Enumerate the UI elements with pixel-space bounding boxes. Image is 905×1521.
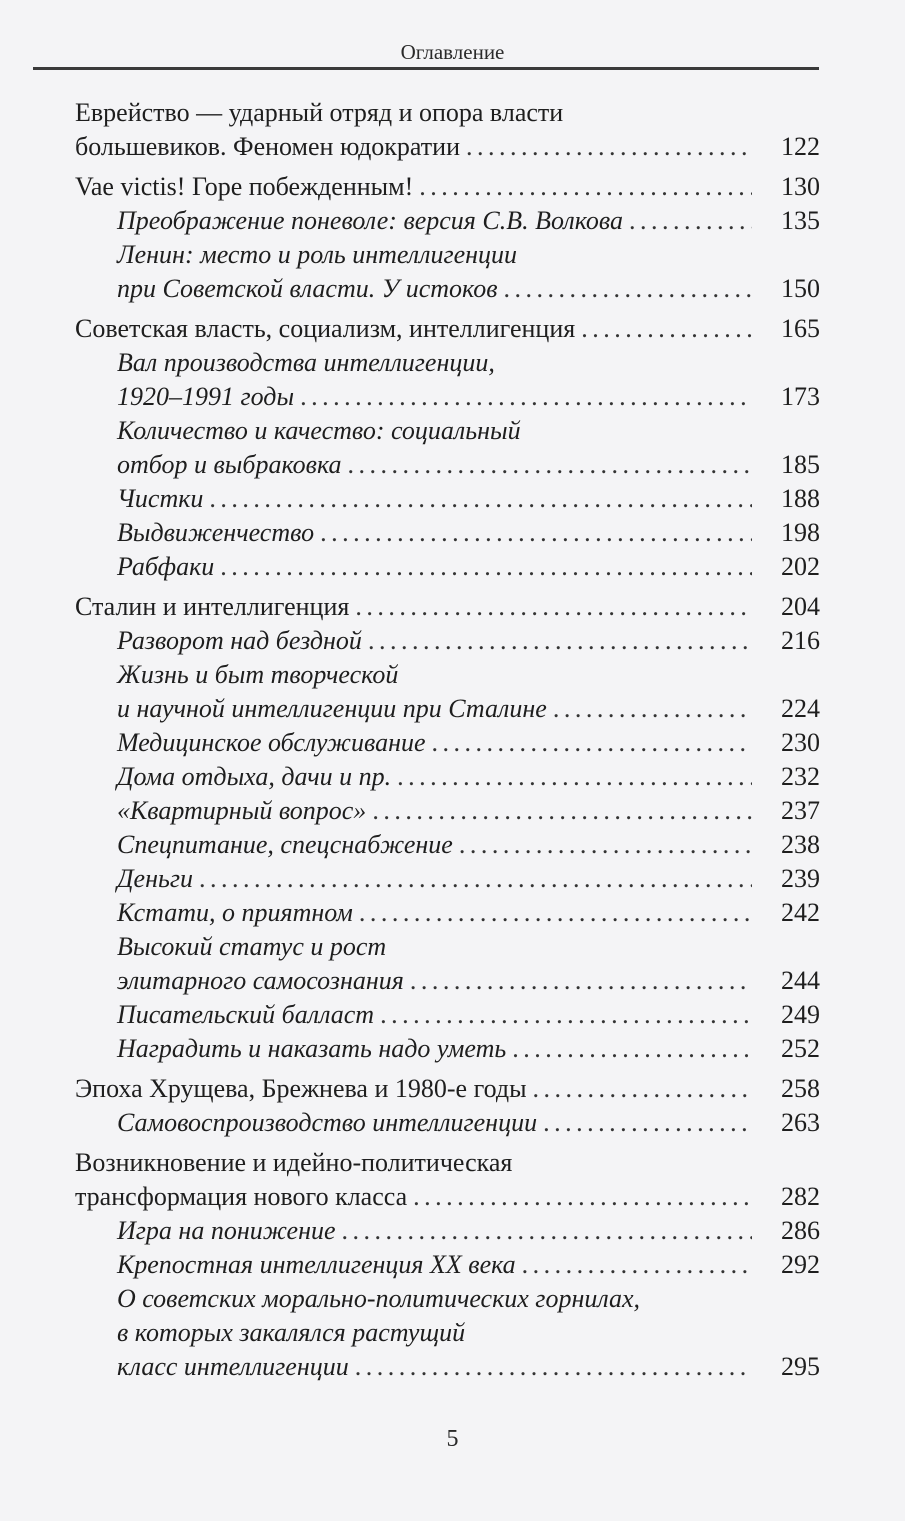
toc-section — [0, 346, 905, 414]
toc-line — [0, 1316, 905, 1350]
toc-page-number: 282 — [781, 1182, 820, 1211]
toc-line — [0, 1350, 905, 1384]
toc-entry-title: Vae victis! Горе побежденным! — [75, 172, 414, 201]
toc-line — [0, 964, 905, 998]
toc-entry-title: трансформация нового класса — [75, 1182, 408, 1211]
toc-page-number: 188 — [781, 484, 820, 513]
toc-section — [0, 862, 905, 896]
toc-page-number: 295 — [781, 1352, 820, 1381]
toc-section — [0, 828, 905, 862]
toc-line — [0, 726, 905, 760]
toc-entry-title: Кстати, о приятном — [117, 898, 353, 927]
toc-line — [0, 204, 905, 238]
toc-page-number: 242 — [781, 898, 820, 927]
toc-line — [0, 448, 905, 482]
toc-entry-title: Ленин: место и роль интеллигенции — [117, 240, 518, 269]
dot-leader — [410, 964, 752, 998]
toc-page-number: 165 — [781, 314, 820, 343]
dot-leader — [397, 760, 752, 794]
toc-entry-title: Дома отдыха, дачи и пр. — [117, 762, 392, 791]
toc-line — [0, 130, 905, 164]
toc-chapter — [0, 590, 905, 624]
running-head: Оглавление — [400, 40, 505, 64]
toc-section — [0, 1106, 905, 1140]
toc-line — [0, 482, 905, 516]
toc-chapter — [0, 1146, 905, 1214]
toc-section — [0, 896, 905, 930]
toc-page-number: 258 — [781, 1074, 820, 1103]
dot-leader — [522, 1248, 752, 1282]
toc-page-number: 286 — [781, 1216, 820, 1245]
dot-leader — [432, 726, 752, 760]
toc-entry-title: Медицинское обслуживание — [117, 728, 426, 757]
dot-leader — [355, 1350, 752, 1384]
toc-page-number: 198 — [781, 518, 820, 547]
toc-page-number: 239 — [781, 864, 820, 893]
toc-entry-title: Высокий статус и рост — [117, 932, 387, 961]
dot-leader — [581, 312, 752, 346]
toc-page-number: 135 — [781, 206, 820, 235]
toc-entry-title: «Квартирный вопрос» — [117, 796, 367, 825]
toc-section — [0, 998, 905, 1032]
toc-line — [0, 1072, 905, 1106]
dot-leader — [629, 204, 752, 238]
toc-page-number: 238 — [781, 830, 820, 859]
dot-leader — [355, 590, 752, 624]
toc-line — [0, 998, 905, 1032]
table-of-contents — [0, 96, 905, 1384]
toc-section — [0, 726, 905, 760]
toc-page-number: 216 — [781, 626, 820, 655]
toc-line — [0, 96, 905, 130]
toc-page-number: 237 — [781, 796, 820, 825]
toc-entry-title: Советская власть, социализм, интеллигенция — [75, 314, 576, 343]
toc-entry-title: класс интеллигенции — [117, 1352, 349, 1381]
toc-line — [0, 1214, 905, 1248]
toc-chapter — [0, 96, 905, 164]
toc-entry-title: большевиков. Феномен юдократии — [75, 132, 460, 161]
toc-page-number: 122 — [781, 132, 820, 161]
toc-entry-title: Чистки — [117, 484, 204, 513]
toc-entry-title: Рабфаки — [117, 552, 215, 581]
toc-entry-title: Писательский балласт — [117, 1000, 375, 1029]
dot-leader — [553, 692, 752, 726]
toc-chapter — [0, 170, 905, 204]
dot-leader — [368, 624, 752, 658]
toc-page-number: 232 — [781, 762, 820, 791]
dot-leader — [347, 448, 752, 482]
toc-entry-title: и научной интеллигенции при Сталине — [117, 694, 547, 723]
toc-page-number: 263 — [781, 1108, 820, 1137]
toc-entry-title: в которых закалялся растущий — [117, 1318, 466, 1347]
page-number: 5 — [446, 1426, 459, 1452]
dot-leader — [512, 1032, 752, 1066]
dot-leader — [543, 1106, 752, 1140]
toc-page-number: 252 — [781, 1034, 820, 1063]
dot-leader — [466, 130, 752, 164]
dot-leader — [419, 170, 752, 204]
header-rule — [33, 67, 819, 70]
toc-entry-title: Игра на понижение — [117, 1216, 336, 1245]
dot-leader — [372, 794, 752, 828]
toc-entry-title: элитарного самосознания — [117, 966, 404, 995]
toc-entry-title: Деньги — [117, 864, 193, 893]
toc-line — [0, 930, 905, 964]
toc-page-number: 244 — [781, 966, 820, 995]
toc-page-number: 150 — [781, 274, 820, 303]
toc-line — [0, 170, 905, 204]
toc-page-number: 230 — [781, 728, 820, 757]
toc-entry-title: Эпоха Хрущева, Брежнева и 1980-е годы — [75, 1074, 527, 1103]
toc-entry-title: Разворот над бездной — [117, 626, 362, 655]
dot-leader — [380, 998, 752, 1032]
dot-leader — [300, 380, 752, 414]
toc-line — [0, 1106, 905, 1140]
toc-section — [0, 204, 905, 238]
toc-page-number: 202 — [781, 552, 820, 581]
toc-line — [0, 1180, 905, 1214]
toc-entry-title: Сталин и интеллигенция — [75, 592, 350, 621]
toc-line — [0, 312, 905, 346]
toc-line — [0, 1282, 905, 1316]
toc-line — [0, 550, 905, 584]
toc-section — [0, 482, 905, 516]
toc-line — [0, 692, 905, 726]
toc-line — [0, 272, 905, 306]
toc-chapter — [0, 312, 905, 346]
toc-line — [0, 346, 905, 380]
dot-leader — [220, 550, 752, 584]
toc-entry-title: Еврейство — ударный отряд и опора власти — [75, 98, 564, 127]
toc-entry-title: Возникновение и идейно-политическая — [75, 1148, 513, 1177]
toc-entry-title: Выдвиженчество — [117, 518, 315, 547]
dot-leader — [459, 828, 752, 862]
toc-section — [0, 550, 905, 584]
dot-leader — [320, 516, 752, 550]
toc-entry-title: Жизнь и быт творческой — [117, 660, 399, 689]
toc-entry-title: Наградить и наказать надо уметь — [117, 1034, 507, 1063]
toc-section — [0, 658, 905, 726]
toc-line — [0, 1032, 905, 1066]
toc-section — [0, 516, 905, 550]
toc-entry-title: Преображение поневоле: версия С.В. Волкова — [117, 206, 623, 235]
toc-line — [0, 590, 905, 624]
toc-page-number: 204 — [781, 592, 820, 621]
toc-page-number: 249 — [781, 1000, 820, 1029]
toc-section — [0, 414, 905, 482]
dot-leader — [533, 1072, 752, 1106]
toc-page-number: 130 — [781, 172, 820, 201]
toc-section — [0, 930, 905, 998]
dot-leader — [413, 1180, 752, 1214]
toc-line — [0, 238, 905, 272]
toc-section — [0, 760, 905, 794]
toc-line — [0, 828, 905, 862]
toc-page-number: 173 — [781, 382, 820, 411]
toc-line — [0, 1146, 905, 1180]
toc-section — [0, 794, 905, 828]
toc-line — [0, 516, 905, 550]
toc-line — [0, 794, 905, 828]
dot-leader — [199, 862, 752, 896]
toc-line — [0, 760, 905, 794]
toc-entry-title: Спецпитание, спецснабжение — [117, 830, 453, 859]
toc-line — [0, 896, 905, 930]
toc-line — [0, 862, 905, 896]
toc-entry-title: Крепостная интеллигенция XX века — [117, 1250, 516, 1279]
toc-line — [0, 658, 905, 692]
toc-section — [0, 1282, 905, 1384]
toc-page-number: 224 — [781, 694, 820, 723]
toc-section — [0, 1214, 905, 1248]
dot-leader — [504, 272, 752, 306]
toc-page-number: 292 — [781, 1250, 820, 1279]
toc-entry-title: О советских морально-политических горнилах, — [117, 1284, 641, 1313]
toc-section — [0, 1032, 905, 1066]
toc-entry-title: при Советской власти. У истоков — [117, 274, 498, 303]
dot-leader — [209, 482, 752, 516]
toc-page-number: 185 — [781, 450, 820, 479]
toc-entry-title: Вал производства интеллигенции, — [117, 348, 495, 377]
toc-entry-title: отбор и выбраковка — [117, 450, 342, 479]
toc-line — [0, 380, 905, 414]
toc-line — [0, 624, 905, 658]
dot-leader — [359, 896, 752, 930]
toc-entry-title: 1920–1991 годы — [117, 382, 295, 411]
toc-chapter — [0, 1072, 905, 1106]
toc-section — [0, 238, 905, 306]
toc-entry-title: Самовоспроизводство интеллигенции — [117, 1108, 538, 1137]
toc-section — [0, 1248, 905, 1282]
dot-leader — [342, 1214, 752, 1248]
toc-section — [0, 624, 905, 658]
toc-line — [0, 1248, 905, 1282]
toc-entry-title: Количество и качество: социальный — [117, 416, 521, 445]
toc-line — [0, 414, 905, 448]
